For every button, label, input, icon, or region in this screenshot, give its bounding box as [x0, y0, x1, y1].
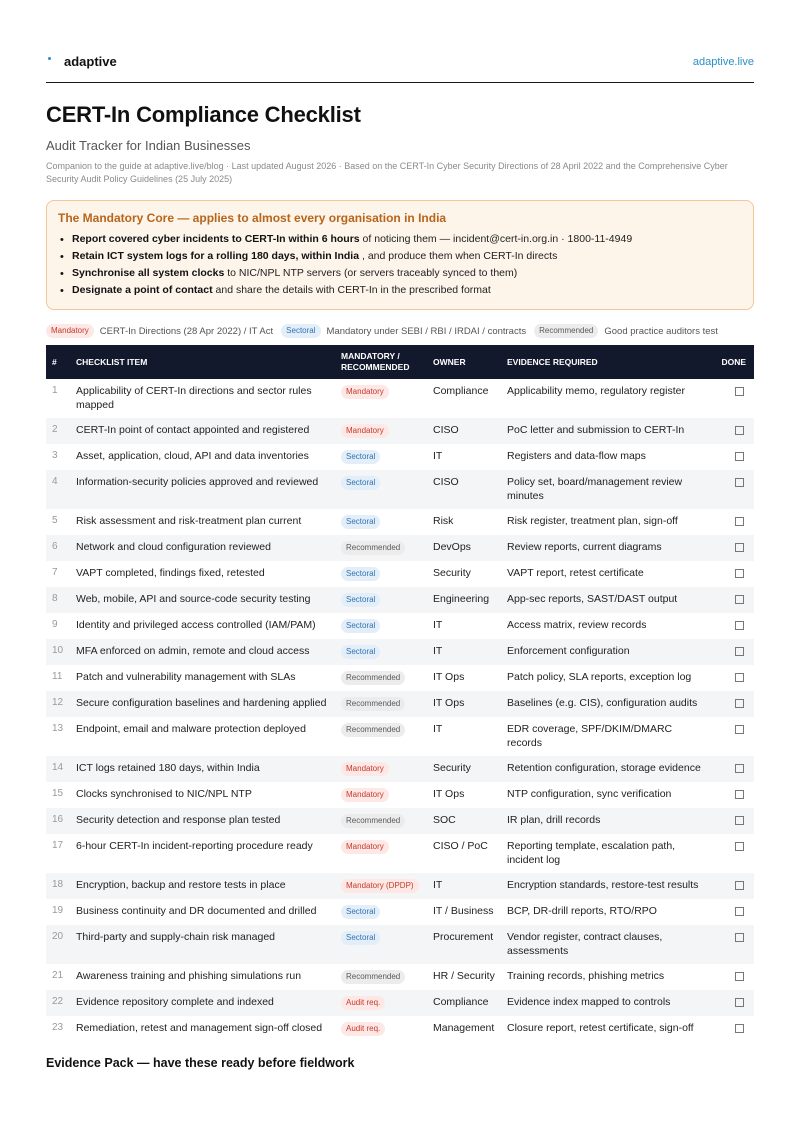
status-badge: Sectoral: [341, 931, 380, 945]
evidence-cell: Baselines (e.g. CIS), configuration audits: [507, 697, 698, 709]
done-cell: [709, 834, 754, 873]
checklist-item: Risk assessment and risk-treatment plan current: [76, 515, 302, 527]
core-item-bold: Retain ICT system logs for a rolling 180 days, within India: [72, 250, 360, 262]
evidence-cell: Enforcement configuration: [507, 645, 630, 657]
table-row: [46, 509, 754, 535]
row-number: 14: [52, 762, 64, 773]
status-cell: [335, 418, 427, 444]
row-number: 18: [52, 879, 64, 890]
owner-cell: Procurement: [433, 931, 494, 943]
table-row: [46, 808, 754, 834]
table-row: [46, 691, 754, 717]
done-cell: [709, 990, 754, 1016]
done-cell: [709, 808, 754, 834]
done-checkbox[interactable]: [735, 790, 744, 799]
table-row: [46, 834, 754, 873]
status-cell: [335, 873, 427, 899]
owner-cell: CISO: [433, 476, 459, 488]
done-checkbox[interactable]: [735, 478, 744, 487]
checklist-item: Asset, application, cloud, API and data inventories: [76, 450, 309, 462]
owner-cell: IT: [433, 879, 443, 891]
checklist-item: VAPT completed, findings fixed, retested: [76, 567, 265, 579]
page-subtitle: Audit Tracker for Indian Businesses: [46, 138, 251, 153]
status-badge: Sectoral: [341, 450, 380, 464]
legend-text-recommended: Good practice auditors test: [604, 325, 718, 337]
done-checkbox[interactable]: [735, 699, 744, 708]
status-cell: [335, 444, 427, 470]
table-row: [46, 782, 754, 808]
site-link[interactable]: adaptive.live: [692, 56, 754, 68]
owner-cell: Compliance: [433, 385, 489, 397]
row-number: 16: [52, 814, 64, 825]
checklist-item: MFA enforced on admin, remote and cloud access: [76, 645, 310, 657]
owner-cell: CISO: [433, 424, 459, 436]
done-checkbox[interactable]: [735, 621, 744, 630]
legend-tag-recommended: Recommended: [534, 324, 598, 338]
core-item-bold: Designate a point of contact: [72, 284, 213, 296]
done-cell: [709, 665, 754, 691]
status-cell: [335, 964, 427, 990]
done-checkbox[interactable]: [735, 933, 744, 942]
evidence-cell: NTP configuration, sync verification: [507, 788, 672, 800]
checklist-item: Patch and vulnerability management with SLAs: [76, 671, 296, 683]
evidence-cell: Patch policy, SLA reports, exception log: [507, 671, 692, 683]
done-checkbox[interactable]: [735, 569, 744, 578]
done-cell: [709, 613, 754, 639]
status-badge: Sectoral: [341, 593, 380, 607]
legend-text-sectoral: Mandatory under SEBI / RBI / IRDAI / contracts: [326, 325, 527, 337]
row-number: 5: [52, 515, 58, 526]
status-badge: Audit req.: [341, 1022, 385, 1036]
status-cell: [335, 1016, 427, 1042]
brand[interactable]: [46, 54, 117, 69]
owner-cell: Risk: [433, 515, 454, 527]
checklist-item: Security detection and response plan tested: [76, 814, 281, 826]
table-body: [46, 379, 754, 1042]
status-cell: [335, 535, 427, 561]
col-header-evidence: EVIDENCE REQUIRED: [507, 356, 598, 367]
brand-name: adaptive: [64, 54, 117, 69]
status-badge: Sectoral: [341, 645, 380, 659]
brand-logo-icon: [46, 56, 58, 68]
table-row: [46, 418, 754, 444]
evidence-cell: Training records, phishing metrics: [507, 970, 665, 982]
done-cell: [709, 561, 754, 587]
status-badge: Recommended: [341, 970, 405, 984]
evidence-cell: Encryption standards, restore-test results: [507, 879, 699, 891]
checklist-item: CERT-In point of contact appointed and registered: [76, 424, 310, 436]
row-number: 8: [52, 593, 58, 604]
checklist-item: Business continuity and DR documented and drilled: [76, 905, 317, 917]
status-badge: Mandatory: [341, 788, 389, 802]
done-cell: [709, 925, 754, 964]
checklist-item: Secure configuration baselines and hardening applied: [76, 697, 327, 709]
status-cell: [335, 665, 427, 691]
checklist-item: Encryption, backup and restore tests in place: [76, 879, 286, 891]
row-number: 2: [52, 424, 58, 435]
owner-cell: IT: [433, 645, 443, 657]
status-badge: Audit req.: [341, 996, 385, 1010]
evidence-pack-title: Evidence Pack — have these ready before fieldwork: [46, 1056, 355, 1070]
mandatory-core-item: [58, 231, 742, 248]
status-cell: [335, 587, 427, 613]
checklist-item: Evidence repository complete and indexed: [76, 996, 274, 1008]
row-number: 11: [52, 671, 63, 682]
status-cell: [335, 639, 427, 665]
table-row: [46, 379, 754, 418]
checklist-item: Information-security policies approved and reviewed: [76, 476, 319, 488]
done-cell: [709, 444, 754, 470]
status-badge: Recommended: [341, 723, 405, 737]
evidence-cell: Risk register, treatment plan, sign-off: [507, 515, 678, 527]
evidence-cell: BCP, DR-drill reports, RTO/RPO: [507, 905, 657, 917]
row-number: 17: [52, 840, 64, 851]
checklist-item: ICT logs retained 180 days, within India: [76, 762, 260, 774]
status-badge: Mandatory: [341, 424, 389, 438]
mandatory-core-box: [46, 200, 754, 310]
checklist-item: 6-hour CERT-In incident-reporting procedure ready: [76, 840, 313, 852]
core-item-text: of noticing them — incident@cert-in.org.in · 1800-11-4949: [359, 233, 633, 245]
row-number: 23: [52, 1022, 64, 1033]
col-header-item: CHECKLIST ITEM: [76, 356, 148, 367]
status-badge: Mandatory: [341, 840, 389, 854]
core-item-text: , and produce them when CERT-In directs: [359, 250, 558, 262]
done-cell: [709, 873, 754, 899]
evidence-cell: App-sec reports, SAST/DAST output: [507, 593, 678, 605]
evidence-cell: Retention configuration, storage evidence: [507, 762, 701, 774]
mandatory-core-title: The Mandatory Core — applies to almost every organisation in India: [58, 211, 447, 225]
status-cell: [335, 561, 427, 587]
page-title: CERT-In Compliance Checklist: [46, 102, 361, 127]
done-checkbox[interactable]: [735, 387, 744, 396]
legend-text-mandatory: CERT-In Directions (28 Apr 2022) / IT Act: [99, 325, 274, 337]
mandatory-core-item: [58, 248, 742, 265]
done-cell: [709, 418, 754, 444]
status-badge: Recommended: [341, 697, 405, 711]
evidence-cell: Policy set, board/management review minutes: [507, 476, 683, 502]
core-item-text: and share the details with CERT-In in the prescribed format: [212, 284, 491, 296]
status-badge: Recommended: [341, 671, 405, 685]
owner-cell: Security: [433, 762, 471, 774]
status-cell: [335, 808, 427, 834]
status-cell: [335, 379, 427, 418]
done-checkbox[interactable]: [735, 972, 744, 981]
table-row: [46, 925, 754, 964]
owner-cell: DevOps: [433, 541, 471, 553]
done-checkbox[interactable]: [735, 452, 744, 461]
done-checkbox[interactable]: [735, 517, 744, 526]
owner-cell: SOC: [433, 814, 456, 826]
done-cell: [709, 717, 754, 756]
status-cell: [335, 613, 427, 639]
core-item-text: to NIC/NPL NTP servers (or servers traceably synced to them): [224, 267, 518, 279]
core-item-bold: Synchronise all system clocks: [72, 267, 225, 279]
owner-cell: IT / Business: [433, 905, 494, 917]
table-row: [46, 990, 754, 1016]
document-page: [46, 0, 754, 1070]
done-checkbox[interactable]: [735, 673, 744, 682]
checklist-item: Clocks synchronised to NIC/NPL NTP: [76, 788, 252, 800]
table-row: [46, 899, 754, 925]
page-header: [46, 46, 754, 83]
evidence-cell: Evidence index mapped to controls: [507, 996, 671, 1008]
owner-cell: IT Ops: [433, 788, 465, 800]
done-checkbox[interactable]: [735, 426, 744, 435]
status-badge: Mandatory (DPDP): [341, 879, 419, 893]
checklist-item: Remediation, retest and management sign-off closed: [76, 1022, 323, 1034]
owner-cell: IT Ops: [433, 671, 465, 683]
row-number: 7: [52, 567, 58, 578]
checklist-table: [46, 345, 754, 1042]
legend-tag-sectoral: Sectoral: [281, 324, 320, 338]
status-cell: [335, 470, 427, 509]
status-cell: [335, 782, 427, 808]
done-cell: [709, 470, 754, 509]
core-item-bold: Report covered cyber incidents to CERT-In within 6 hours: [72, 233, 360, 245]
owner-cell: Management: [433, 1022, 495, 1034]
table-row: [46, 444, 754, 470]
done-cell: [709, 587, 754, 613]
owner-cell: Engineering: [433, 593, 490, 605]
evidence-cell: Applicability memo, regulatory register: [507, 385, 685, 397]
row-number: 9: [52, 619, 58, 630]
evidence-cell: Registers and data-flow maps: [507, 450, 646, 462]
row-number: 22: [52, 996, 64, 1007]
evidence-cell: Access matrix, review records: [507, 619, 647, 631]
status-badge: Sectoral: [341, 905, 380, 919]
done-cell: [709, 379, 754, 418]
owner-cell: Compliance: [433, 996, 489, 1008]
table-row: [46, 587, 754, 613]
row-number: 6: [52, 541, 58, 552]
owner-cell: CISO / PoC: [433, 840, 488, 852]
owner-cell: Security: [433, 567, 471, 579]
status-badge: Sectoral: [341, 515, 380, 529]
status-cell: [335, 899, 427, 925]
col-header-owner: OWNER: [433, 356, 466, 367]
col-header-num: #: [52, 356, 57, 367]
status-badge: Mandatory: [341, 385, 389, 399]
status-cell: [335, 691, 427, 717]
legend-tag-mandatory: Mandatory: [46, 324, 94, 338]
row-number: 15: [52, 788, 64, 799]
table-row: [46, 756, 754, 782]
table-row: [46, 717, 754, 756]
done-checkbox[interactable]: [735, 816, 744, 825]
checklist-item: Network and cloud configuration reviewed: [76, 541, 271, 553]
done-checkbox[interactable]: [735, 881, 744, 890]
done-checkbox[interactable]: [735, 725, 744, 734]
done-checkbox[interactable]: [735, 543, 744, 552]
status-cell: [335, 717, 427, 756]
row-number: 20: [52, 931, 64, 942]
checklist-item: Awareness training and phishing simulations run: [76, 970, 302, 982]
evidence-cell: IR plan, drill records: [507, 814, 601, 826]
done-checkbox[interactable]: [735, 647, 744, 656]
status-badge: Sectoral: [341, 476, 380, 490]
evidence-cell: EDR coverage, SPF/DKIM/DMARC records: [507, 723, 673, 749]
done-cell: [709, 964, 754, 990]
legend: [46, 323, 754, 339]
done-checkbox[interactable]: [735, 1024, 744, 1033]
owner-cell: IT: [433, 723, 443, 735]
done-cell: [709, 639, 754, 665]
owner-cell: HR / Security: [433, 970, 495, 982]
table-row: [46, 639, 754, 665]
table-row: [46, 964, 754, 990]
done-cell: [709, 899, 754, 925]
row-number: 19: [52, 905, 64, 916]
done-checkbox[interactable]: [735, 595, 744, 604]
status-cell: [335, 925, 427, 964]
owner-cell: IT: [433, 619, 443, 631]
status-cell: [335, 509, 427, 535]
checklist-item: Identity and privileged access controlled (IAM/PAM): [76, 619, 316, 631]
table-row: [46, 665, 754, 691]
col-header-done: DONE: [721, 356, 746, 367]
row-number: 4: [52, 476, 58, 487]
row-number: 10: [52, 645, 64, 656]
row-number: 3: [52, 450, 58, 461]
done-checkbox[interactable]: [735, 764, 744, 773]
table-row: [46, 535, 754, 561]
row-number: 12: [52, 697, 64, 708]
done-cell: [709, 691, 754, 717]
done-cell: [709, 782, 754, 808]
mandatory-core-item: [58, 265, 742, 282]
table-row: [46, 1016, 754, 1042]
status-badge: Sectoral: [341, 619, 380, 633]
status-cell: [335, 756, 427, 782]
status-cell: [335, 990, 427, 1016]
row-number: 1: [52, 385, 58, 396]
mandatory-core-list: [58, 231, 742, 299]
page-meta: Companion to the guide at adaptive.live/blog · Last updated August 2026 · Based on the CERT-In Cyber Security Directions of 28 April 2022 and the Comprehensive Cyber Security Audit Policy Guidelines (25 July 2025): [46, 161, 728, 184]
evidence-cell: Reporting template, escalation path, incident log: [507, 840, 676, 866]
status-cell: [335, 834, 427, 873]
status-badge: Recommended: [341, 541, 405, 555]
checklist-item: Applicability of CERT-In directions and sector rules mapped: [76, 385, 312, 411]
done-cell: [709, 1016, 754, 1042]
evidence-cell: Closure report, retest certificate, sign-off: [507, 1022, 694, 1034]
mandatory-core-item: [58, 282, 742, 299]
owner-cell: IT: [433, 450, 443, 462]
done-checkbox[interactable]: [735, 842, 744, 851]
done-cell: [709, 756, 754, 782]
row-number: 21: [52, 970, 64, 981]
done-checkbox[interactable]: [735, 998, 744, 1007]
table-row: [46, 873, 754, 899]
table-row: [46, 613, 754, 639]
checklist-item: Endpoint, email and malware protection deployed: [76, 723, 306, 735]
table-header-row: [46, 345, 754, 379]
checklist-item: Web, mobile, API and source-code security testing: [76, 593, 311, 605]
row-number: 13: [52, 723, 64, 734]
evidence-cell: PoC letter and submission to CERT-In: [507, 424, 685, 436]
done-cell: [709, 509, 754, 535]
checklist-item: Third-party and supply-chain risk managed: [76, 931, 276, 943]
done-checkbox[interactable]: [735, 907, 744, 916]
owner-cell: IT Ops: [433, 697, 465, 709]
col-header-status: MANDATORY / RECOMMENDED: [341, 351, 410, 372]
status-badge: Sectoral: [341, 567, 380, 581]
done-cell: [709, 535, 754, 561]
table-row: [46, 470, 754, 509]
table-row: [46, 561, 754, 587]
evidence-cell: Vendor register, contract clauses, assessments: [507, 931, 663, 957]
status-badge: Recommended: [341, 814, 405, 828]
status-badge: Mandatory: [341, 762, 389, 776]
evidence-cell: VAPT report, retest certificate: [507, 567, 644, 579]
evidence-cell: Review reports, current diagrams: [507, 541, 662, 553]
